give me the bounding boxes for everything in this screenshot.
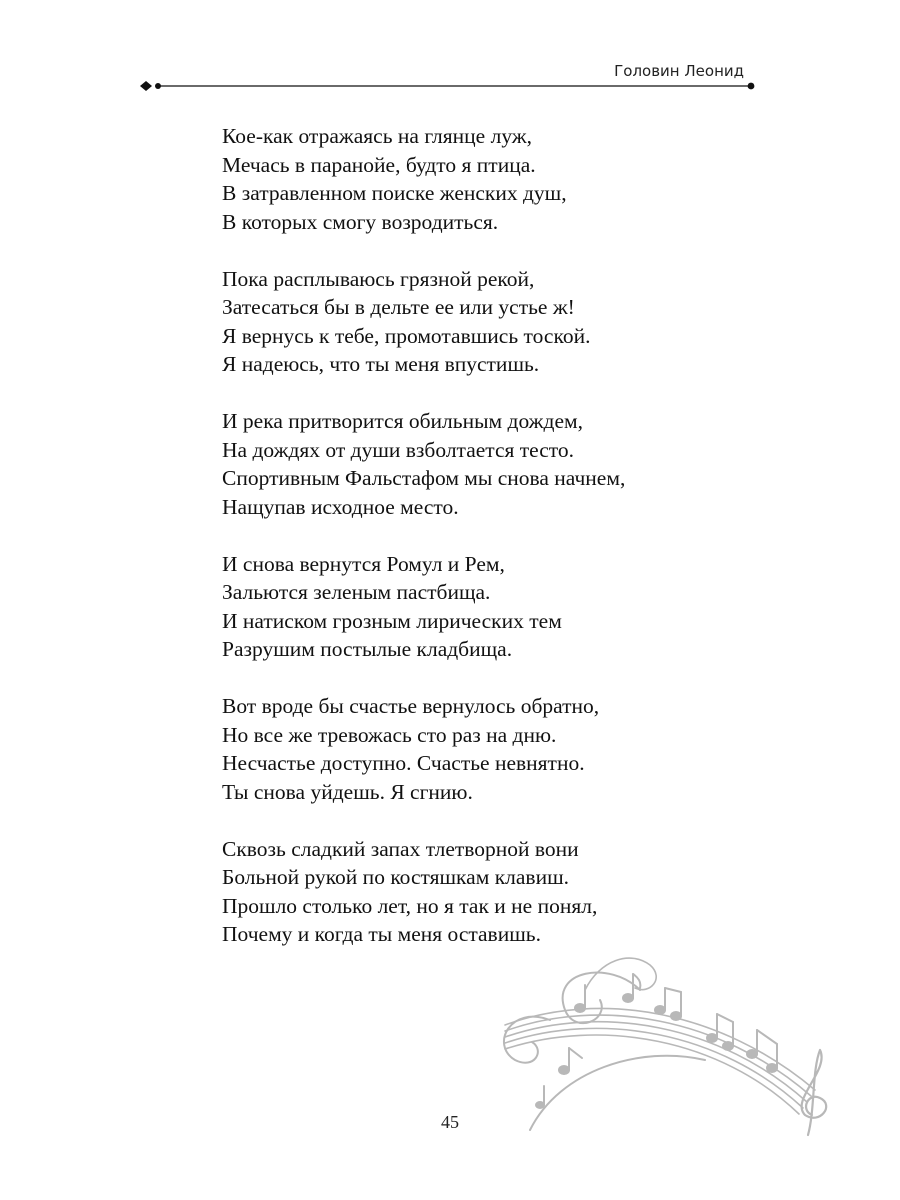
poem-line: Затесаться бы в дельте ее или устье ж! — [222, 295, 575, 319]
header-author: Головин Леонид — [614, 62, 744, 80]
page-number: 45 — [441, 1112, 459, 1132]
poem-line: Но все же тревожась сто раз на дню. — [222, 722, 557, 747]
poem-line: Я надеюсь, что ты меня впустишь. — [222, 352, 540, 376]
poem-line: Разрушим постылые кладбища. — [222, 637, 513, 661]
poem-line: И снова вернутся Ромул и Рем, — [222, 551, 505, 576]
stanza — [222, 550, 782, 664]
poem-line: Несчастье доступно. Счастье невнятно. — [222, 751, 585, 775]
poem-line: Почему и когда ты меня оставишь. — [222, 922, 541, 946]
poem-line: Сквозь сладкий запах тлетворной вони — [222, 836, 579, 861]
poem-line: Прошло столько лет, но я так и не понял, — [222, 893, 598, 918]
poem-line: Нащупав исходное место. — [222, 494, 459, 519]
poem-line: И река притворится обильным дождем, — [222, 409, 583, 433]
poem-line: Вот вроде бы счастье вернулось обратно, — [222, 694, 600, 718]
poem-line: Спортивным Фальстафом мы снова начнем, — [222, 466, 626, 490]
poem-line: На дождях от души взболтается тесто. — [222, 437, 575, 462]
stanza — [222, 692, 782, 806]
poem — [222, 122, 782, 977]
stanza — [222, 835, 782, 949]
poem-line: Ты снова уйдешь. Я сгнию. — [222, 779, 473, 804]
poem-line: Зальются зеленым пастбища. — [222, 580, 491, 604]
stanza — [222, 407, 782, 521]
stanza — [222, 122, 782, 236]
poem-line: И натиском грозным лирических тем — [222, 608, 562, 633]
poem-line: Кое-как отражаясь на глянце луж, — [222, 124, 533, 148]
poem-line: Пока расплываюсь грязной рекой, — [222, 266, 535, 291]
poem-line: Мечась в паранойе, будто я птица. — [222, 152, 536, 177]
stanza — [222, 265, 782, 379]
poem-line: Я вернусь к тебе, промотавшись тоской. — [222, 323, 591, 348]
poem-line: Больной рукой по костяшкам клавиш. — [222, 865, 570, 889]
poem-line: В затравленном поиске женских душ, — [222, 181, 567, 205]
poem-line: В которых смогу возродиться. — [222, 209, 499, 234]
diamond-rule-icon — [138, 76, 758, 96]
